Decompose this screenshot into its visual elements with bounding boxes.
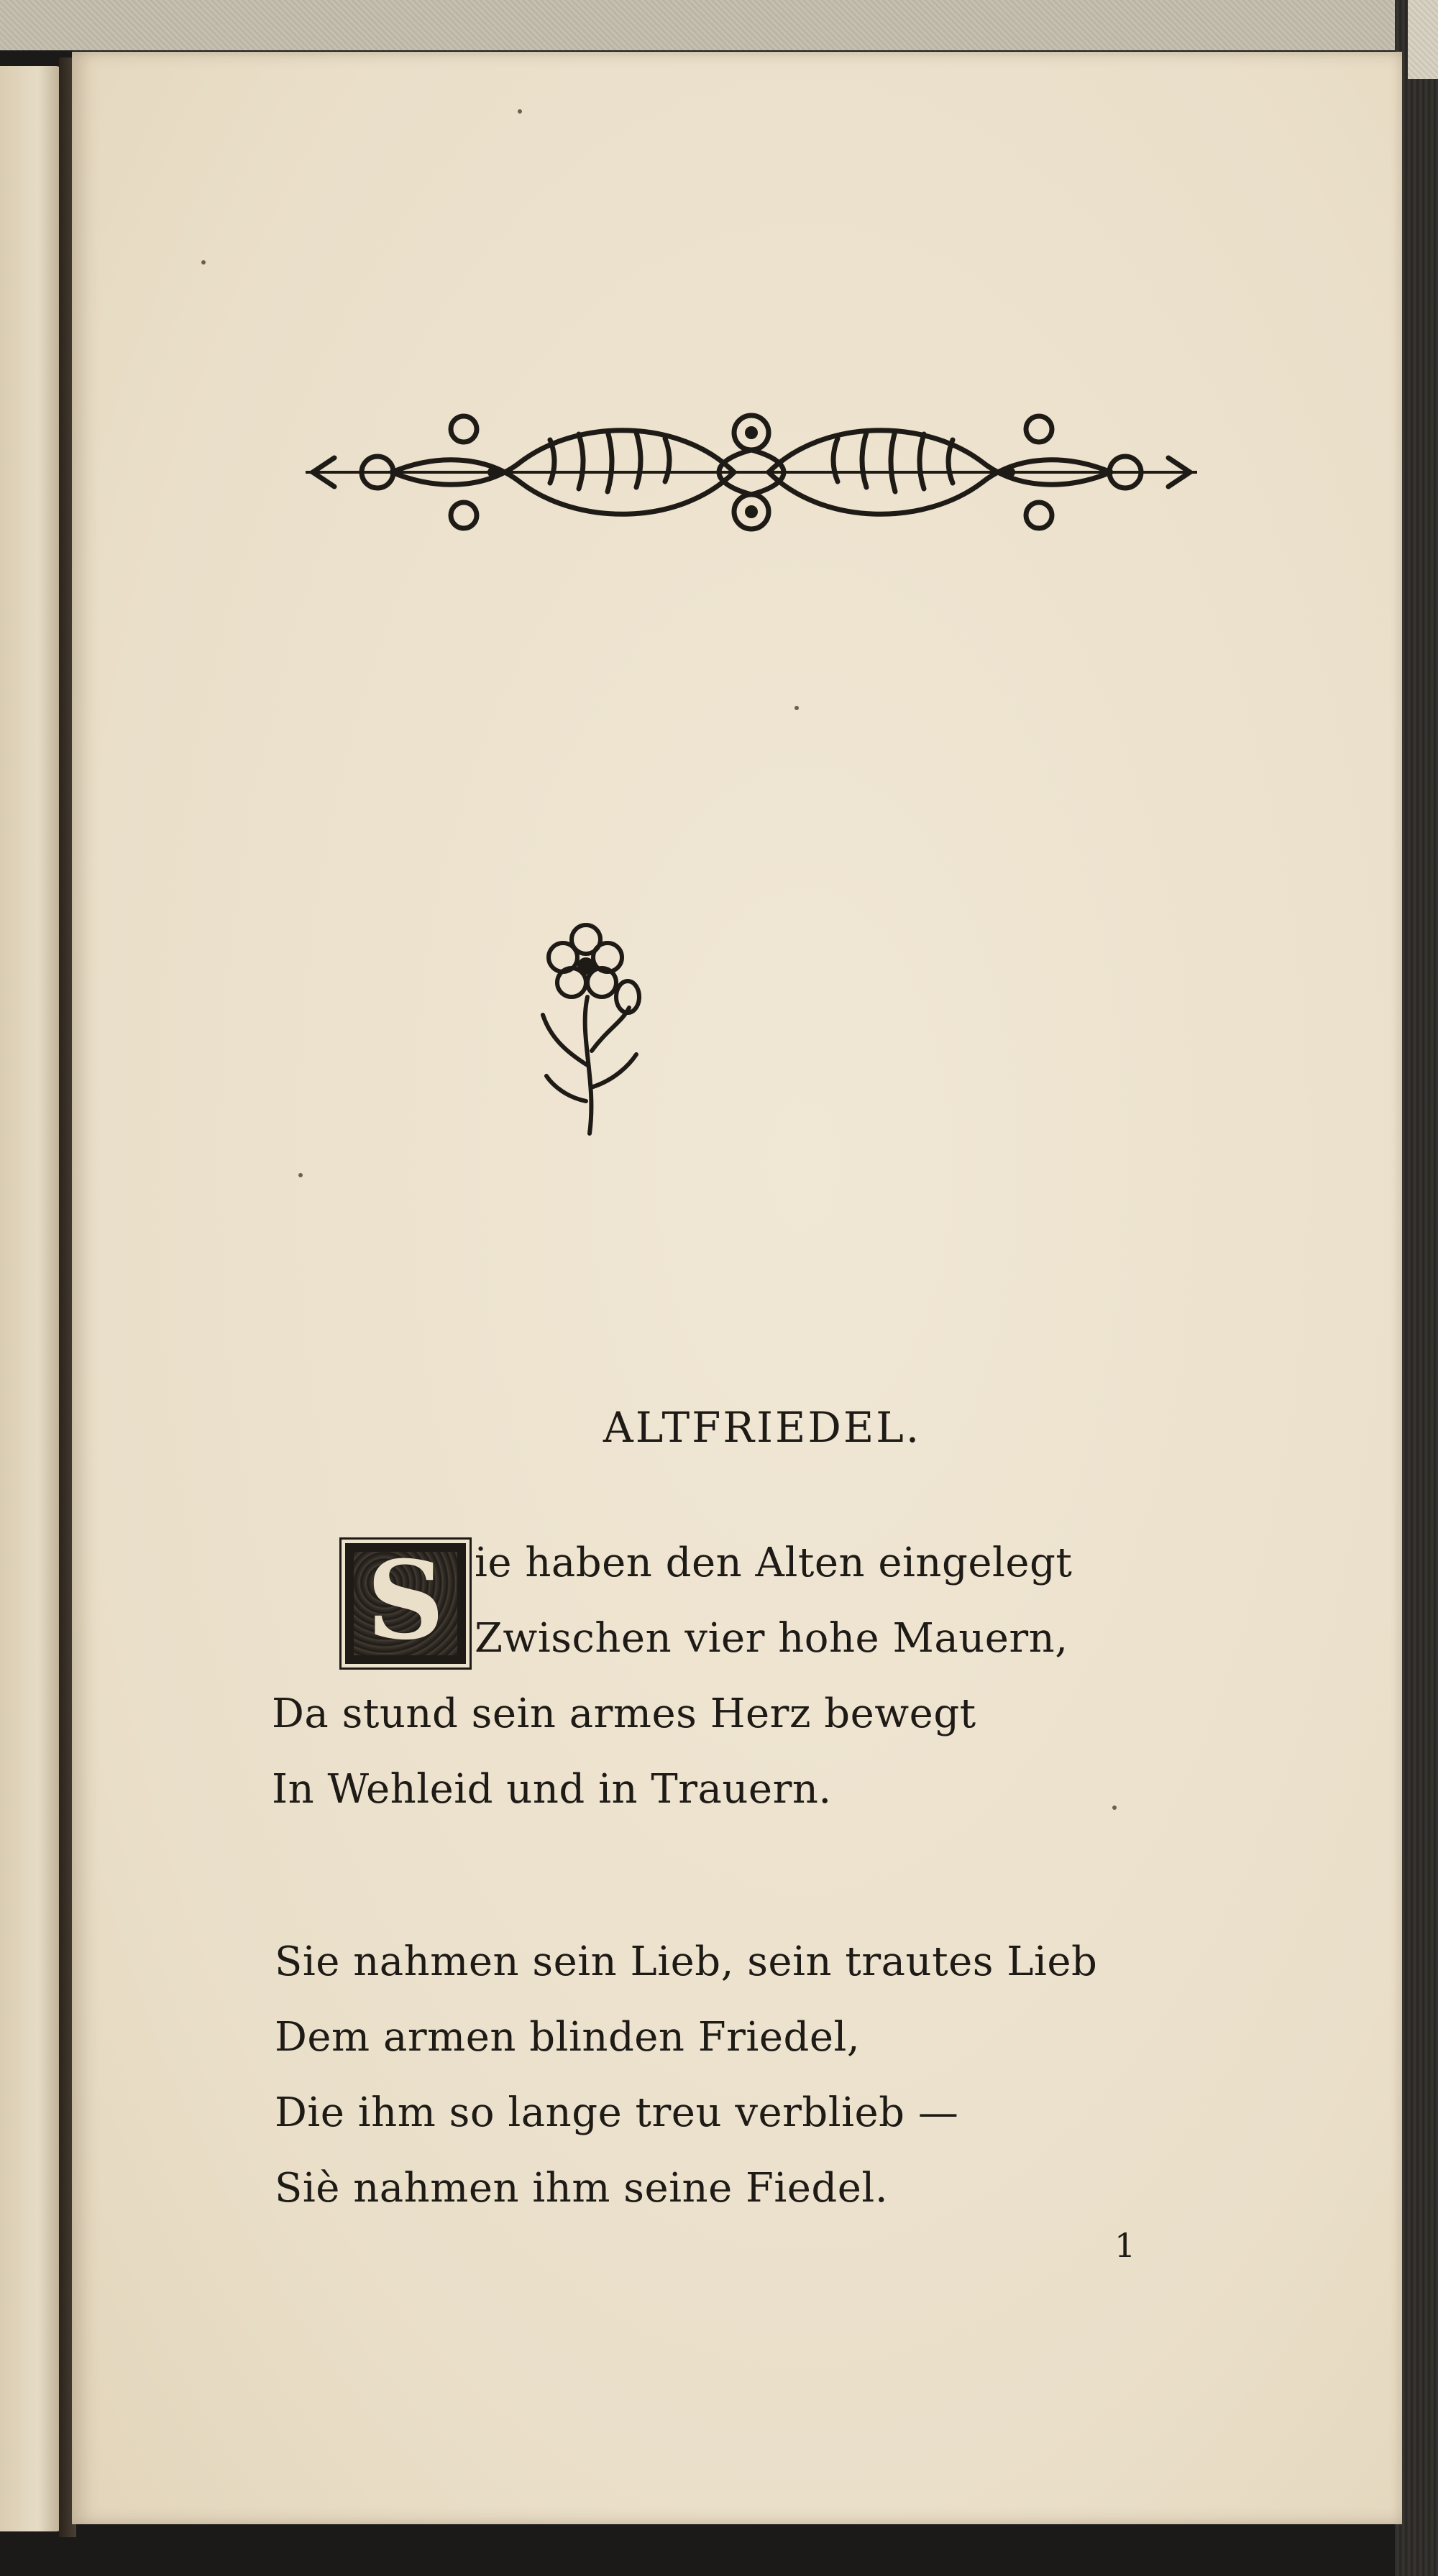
- poem-line: Dem armen blinden Friedel,: [275, 2014, 861, 2061]
- page-number: 1: [1114, 2226, 1136, 2265]
- flower-sprig-icon: [536, 921, 651, 1137]
- paper-speck: [1112, 1806, 1117, 1810]
- book-cloth-corner: [1408, 0, 1438, 79]
- paper-speck: [794, 706, 799, 710]
- poem-line: ie haben den Alten eingelegt: [475, 1540, 1073, 1586]
- scroll-ornament-icon: [306, 390, 1197, 555]
- facing-page-edge: [0, 66, 63, 2531]
- illuminated-drop-cap: [345, 1537, 466, 1664]
- poem-line: Sie nahmen sein Lieb, sein trautes Lieb: [275, 1938, 1098, 1985]
- drop-cap-letter: S: [366, 1537, 445, 1664]
- poem-line: Zwischen vier hohe Mauern,: [475, 1615, 1068, 1662]
- poem-title: ALTFRIEDEL.: [603, 1403, 922, 1452]
- poem-line: Da stund sein armes Herz bewegt: [272, 1690, 976, 1737]
- book-cloth-top: [0, 0, 1409, 50]
- paper-speck: [518, 109, 522, 114]
- poem-line: Siè nahmen ihm seine Fiedel.: [275, 2165, 889, 2212]
- poem-line: Die ihm so lange treu verblieb —: [275, 2089, 959, 2136]
- book-page: [72, 52, 1402, 2524]
- paper-speck: [298, 1173, 303, 1177]
- poem-line: In Wehleid und in Trauern.: [272, 1766, 832, 1813]
- paper-speck: [201, 260, 206, 264]
